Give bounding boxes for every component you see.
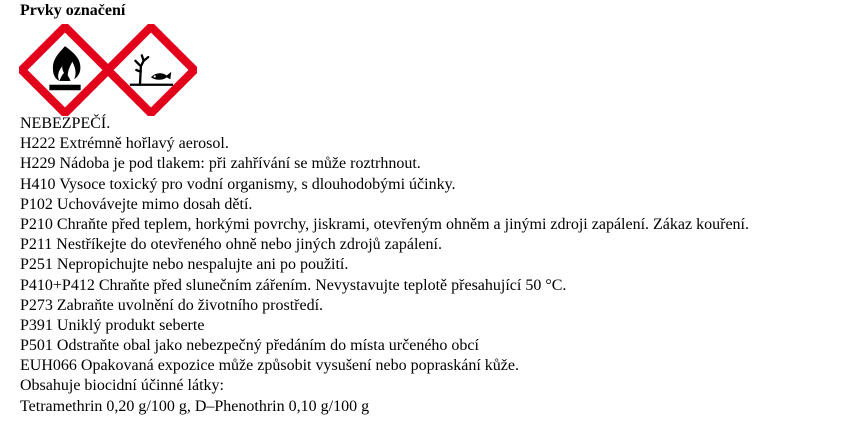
statement-line: P211 Nestříkejte do otevřeného ohně nebo jiných zdrojů zapálení. [20, 236, 442, 254]
statement-line: H410 Vysoce toxický pro vodní organismy, s dlouhodobými účinky. [20, 175, 456, 193]
statement-line: P210 Chraňte před teplem, horkými povrchy, jiskrami, otevřeným ohněm a jinými zdroji zapálení. Zákaz kouření. [20, 215, 749, 233]
statement-line: P391 Uniklý produkt seberte [20, 316, 205, 334]
biocide-substances: Tetramethrin 0,20 g/100 g, D–Phenothrin 0,10 g/100 g [20, 397, 370, 415]
ghs02-flame-icon [19, 24, 111, 116]
section-heading: Prvky označení [20, 2, 126, 19]
statement-line: P501 Odstraňte obal jako nebezpečný předáním do místa určeného obcí [20, 337, 479, 355]
statement-line: P410+P412 Chraňte před slunečním zářením. Nevystavujte teplotě přesahující 50 °C. [20, 276, 567, 294]
statement-line: H222 Extrémně hořlavý aerosol. [20, 135, 229, 153]
biocide-heading: Obsahuje biocidní účinné látky: [20, 377, 224, 395]
statement-line: EUH066 Opakovaná expozice může způsobit vysušení nebo popraskání kůže. [20, 357, 519, 375]
signal-word: NEBEZPEČÍ. [20, 115, 111, 132]
statement-line: P273 Zabraňte uvolnění do životního prostředí. [20, 296, 324, 314]
hazard-pictograms [19, 24, 197, 120]
statement-line: H229 Nádoba je pod tlakem: při zahřívání se může roztrhnout. [20, 155, 421, 173]
label-elements-text [20, 114, 749, 417]
ghs09-environment-icon [105, 24, 197, 116]
statement-line: P102 Uchovávejte mimo dosah dětí. [20, 195, 253, 213]
statement-line: P251 Nepropichujte nebo nespalujte ani po použití. [20, 256, 349, 274]
